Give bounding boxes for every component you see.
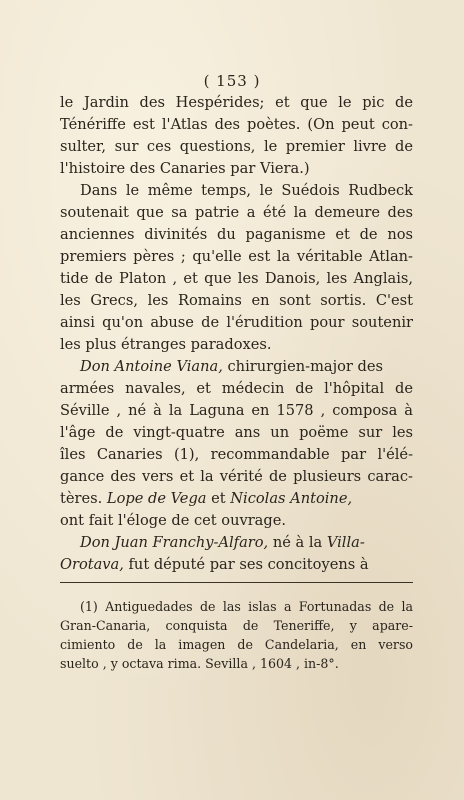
text-span: tères.	[60, 490, 107, 507]
text-line: îles Canaries (1), recommandable par l'élé-	[60, 446, 413, 463]
text-line: anciennes divinités du paganisme et de nos	[60, 226, 413, 243]
page-number: ( 153 )	[203, 72, 261, 90]
place-name: Orotava,	[60, 556, 124, 573]
text-span: né à la	[268, 534, 327, 551]
text-line: l'âge de vingt-quatre ans un poëme sur les	[60, 424, 413, 441]
person-name: Nicolas Antoine,	[230, 490, 353, 507]
text-line	[60, 532, 413, 554]
text-span: chirurgien-major des	[222, 358, 383, 375]
text-line: premiers pères ; qu'elle est la véritable Atlan-	[60, 248, 413, 265]
footnote-divider	[60, 582, 413, 583]
text-line: tide de Platon , et que les Danois, les Anglais,	[60, 270, 413, 287]
footnote-line: suelto , y octava rima. Sevilla , 1604 , in-8°.	[60, 656, 339, 671]
text-span: fut député par ses concitoyens à	[123, 556, 369, 573]
text-line: ainsi qu'on abuse de l'érudition pour soutenir	[60, 314, 413, 331]
person-name: Lope de Vega	[106, 490, 207, 507]
text-line: Séville , né à la Laguna en 1578 , composa à	[60, 402, 413, 419]
text-line: ont fait l'éloge de cet ouvrage.	[60, 512, 287, 529]
text-line: le Jardin des Hespérides; et que le pic de	[60, 94, 413, 111]
footnote-line: cimiento de la imagen de Candelaria, en verso	[60, 637, 413, 652]
text-line: l'histoire des Canaries par Viera.)	[60, 160, 310, 177]
text-line: les plus étranges paradoxes.	[60, 336, 272, 353]
footnote-line: (1) Antiguedades de las islas a Fortunadas de la	[80, 599, 413, 614]
text-line: les Grecs, les Romains en sont sortis. C'est	[60, 292, 413, 309]
text-line: gance des vers et la vérité de plusieurs carac-	[60, 468, 413, 485]
main-text	[60, 92, 413, 576]
text-line	[60, 554, 413, 576]
person-name: Don Antoine Viana,	[80, 358, 223, 375]
place-name: Villa-	[326, 534, 365, 551]
text-line: sulter, sur ces questions, le premier livre de	[60, 138, 413, 155]
text-line	[60, 488, 413, 510]
person-name: Don Juan Franchy-Alfaro,	[80, 534, 269, 551]
footnote-line: Gran-Canaria, conquista de Teneriffe, y apare-	[60, 618, 413, 633]
text-line: Ténériffe est l'Atlas des poètes. (On peut con-	[60, 116, 413, 133]
text-line: armées navales, et médecin de l'hôpital de	[60, 380, 413, 397]
text-line	[60, 356, 413, 378]
text-line: Dans le même temps, le Suédois Rudbeck	[80, 182, 413, 199]
text-span: et	[206, 490, 231, 507]
footnote	[60, 597, 413, 673]
text-line: soutenait que sa patrie a été la demeure des	[60, 204, 413, 221]
